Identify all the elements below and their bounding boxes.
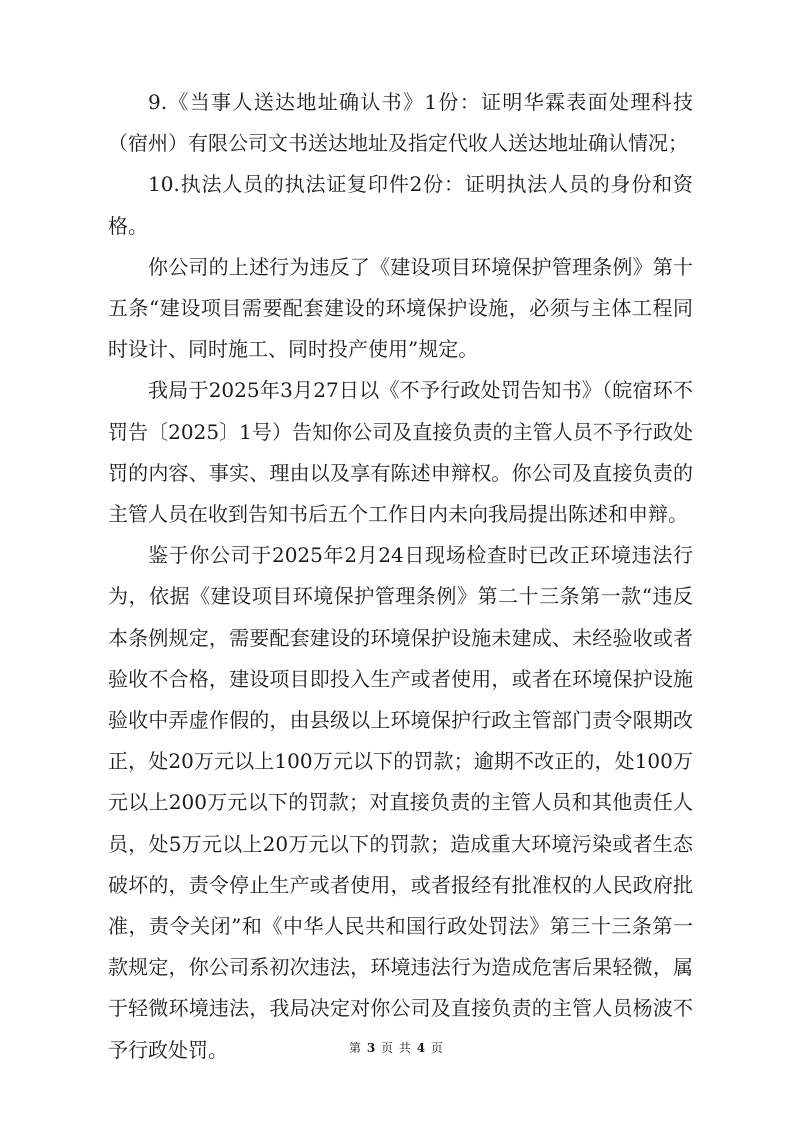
footer-prefix: 第 <box>349 1041 363 1055</box>
footer-middle: 页 共 <box>381 1041 412 1055</box>
paragraph-violation: 你公司的上述行为违反了《建设项目环境保护管理条例》第十五条“建设项目需要配套建设的环境保护设施，必须与主体工程同时设计、同时施工、同时投产使用”规定。 <box>108 254 693 362</box>
footer-current-page: 3 <box>366 1041 377 1055</box>
paragraph-decision: 鉴于你公司于2025年2月24日现场检查时已改正环境违法行为，依据《建设项目环境保护管理条例》第二十三条第一款“违反本条例规定，需要配套建设的环境保护设施未建成、未经验收或者验收不合格，建设项目即投入生产或者使用，或者在环境保护设施验收中弄虚作假的，由县级以上环境保护行政主管部门责令限期改正，处20万元以上100万元以下的罚款；逾期不改正的，处100万元以上200万元以下的罚款；对直接负责的主管人员和其他责任人员，处5万元以上20万元以下的罚款；造成重大环境污染或者生态破坏的，责令停止生产或者使用，或者报经有批准权的人民政府批准，责令关闭”和《中华人民共和国行政处罚法》第三十三条第一款规定，你公司系初次违法，环境违法行为造成危害后果轻微，属于轻微环境违法，我局决定对你公司及直接负责的主管人员杨波不予行政处罚。 <box>108 543 693 1062</box>
paragraph-notification: 我局于2025年3月27日以《不予行政处罚告知书》（皖宿环不罚告〔2025〕1号）告知你公司及直接负责的主管人员不予行政处罚的内容、事实、理由以及享有陈述申辩权。你公司及直接负责的主管人员在收到告知书后五个工作日内未向我局提出陈述和申辩。 <box>108 378 693 527</box>
page-footer <box>0 1040 793 1056</box>
paragraph-evidence-9: 9.《当事人送达地址确认书》1份：证明华霖表面处理科技（宿州）有限公司文书送达地址及指定代收人送达地址确认情况； <box>108 90 693 156</box>
paragraph-evidence-10: 10.执法人员的执法证复印件2份：证明执法人员的身份和资格。 <box>108 172 693 238</box>
footer-suffix: 页 <box>430 1041 444 1055</box>
document-body <box>108 82 693 1071</box>
footer-total-pages: 4 <box>416 1041 427 1055</box>
